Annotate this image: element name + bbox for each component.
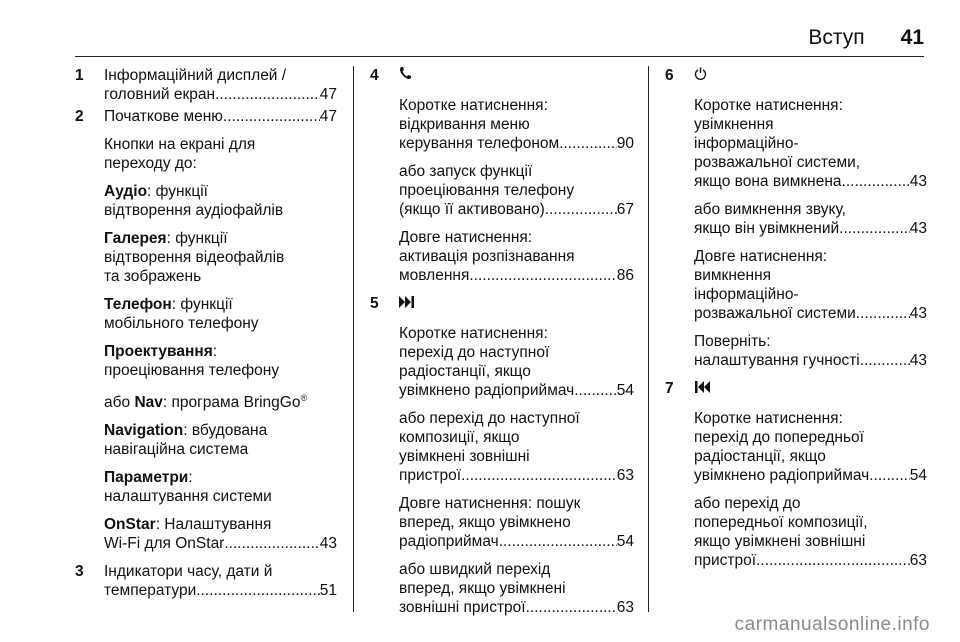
toc-line [399, 266, 634, 285]
page-ref[interactable]: 63 [616, 599, 634, 616]
page-ref[interactable]: 63 [909, 552, 927, 569]
paragraph [694, 200, 927, 238]
next-track-icon [399, 296, 415, 308]
column-2 [370, 66, 634, 617]
item-text: увімкнено радіоприймач [399, 382, 575, 399]
item-text: радіостанції, якщо [694, 448, 826, 465]
item-text: : функції [147, 183, 208, 200]
paragraph [399, 324, 634, 400]
list-item [75, 562, 337, 600]
paragraph [104, 135, 337, 173]
header-rule [75, 56, 924, 57]
paragraph [104, 182, 337, 220]
next-track-icon [399, 294, 634, 313]
leader-dots [839, 219, 910, 238]
item-text: проеціювання телефону [104, 362, 280, 379]
paragraph [104, 515, 337, 553]
toc-line [694, 551, 927, 570]
list-item [370, 66, 634, 294]
term-label: Проектування [104, 343, 213, 360]
page-ref[interactable]: 90 [616, 135, 634, 152]
item-text: якщо вона вимкнена [694, 173, 842, 190]
item-text: вперед, якщо увімкнено [399, 514, 571, 531]
column-divider [353, 66, 354, 612]
item-text: налаштування гучності [694, 352, 860, 369]
page-ref[interactable]: 54 [909, 467, 927, 484]
previous-track-icon [694, 379, 927, 398]
paragraph [104, 468, 337, 506]
page-ref[interactable]: 43 [319, 535, 337, 553]
item-text: вперед, якщо увімкнені [399, 580, 566, 597]
item-text: Довге натиснення: пошук [399, 495, 581, 512]
item-text: Wi-Fi для OnStar [104, 535, 225, 553]
item-text: Поверніть: [694, 333, 771, 350]
item-text: інформаційно- [694, 135, 799, 152]
leader-dots [461, 466, 617, 485]
page-number: 41 [900, 26, 924, 49]
paragraph [399, 409, 634, 485]
toc-line [104, 85, 337, 104]
item-text: перехід до попередньої [694, 429, 864, 446]
leader-dots [469, 266, 616, 285]
paragraph [104, 342, 337, 380]
item-text: або перехід до наступної [399, 410, 580, 427]
column-divider [648, 66, 649, 612]
item-text: або [104, 394, 135, 412]
list-item [75, 107, 337, 562]
item-text: розважальної системи [694, 305, 856, 322]
item-text: : [212, 343, 218, 360]
item-number: 4 [370, 67, 379, 84]
item-text: та зображень [104, 268, 202, 285]
item-text: Коротке натиснення: [694, 410, 843, 427]
toc-line [104, 107, 337, 126]
item-number: 7 [665, 380, 674, 397]
item-text: навігаційна система [104, 441, 249, 459]
paragraph [399, 162, 634, 219]
paragraph [104, 421, 337, 459]
leader-dots [499, 532, 617, 551]
item-text: увімкнено радіоприймач [694, 467, 870, 484]
item-text: увімкнені зовнішні [399, 448, 530, 465]
page-ref[interactable]: 67 [616, 201, 634, 218]
item-number: 5 [370, 295, 379, 312]
item-text: керування телефоном [399, 135, 560, 152]
item-text: розважальної системи, [694, 154, 861, 171]
item-text: інформаційно- [694, 286, 799, 303]
paragraph [694, 409, 927, 485]
power-icon [694, 67, 707, 80]
item-text: відтворення аудіофайлів [104, 202, 284, 219]
item-text: попередньої композиції, [694, 514, 868, 531]
item-text: Інформаційний дисплей / [104, 67, 287, 84]
term-label: Параметри [104, 469, 189, 487]
watermark: carmanualsonline.info [734, 614, 930, 635]
paragraph [399, 96, 634, 153]
section-title: Вступ [808, 26, 865, 49]
item-text: головний екран [104, 86, 216, 103]
leader-dots [856, 304, 910, 323]
toc-line [694, 351, 927, 370]
leader-dots [860, 351, 910, 370]
phone-icon [399, 66, 411, 80]
page-ref[interactable]: 43 [909, 352, 927, 369]
page-ref[interactable]: 63 [616, 467, 634, 484]
toc-line [399, 598, 634, 617]
toc-line [399, 381, 634, 400]
term-label: Аудіо [104, 183, 148, 200]
item-text: Коротке натиснення: [399, 97, 548, 114]
registered-mark: ® [300, 393, 308, 403]
phone-icon [399, 66, 634, 85]
item-text: пристрої [399, 467, 462, 484]
list-item [665, 66, 927, 379]
item-text: активація розпізнавання [399, 248, 575, 265]
toc-line [399, 134, 634, 153]
leader-dots [223, 107, 320, 126]
toc-line [104, 534, 337, 553]
paragraph [399, 560, 634, 617]
item-text: пристрої [694, 552, 757, 569]
item-text: : Налаштування [155, 516, 272, 534]
item-text: налаштування системи [104, 488, 272, 506]
item-text: або запуск функції [399, 163, 533, 180]
item-text: : програма BringGo [162, 394, 301, 412]
page-ref[interactable]: 43 [909, 305, 927, 322]
item-text: якщо він увімкнений [694, 220, 840, 237]
item-number: 6 [665, 67, 674, 84]
leader-dots [574, 381, 617, 400]
page-ref[interactable]: 51 [319, 582, 337, 600]
item-text: увімкнення [694, 116, 774, 133]
item-number: 1 [75, 67, 84, 84]
paragraph [694, 96, 927, 191]
page-ref[interactable]: 47 [319, 86, 337, 103]
item-text: відтворення відеофайлів [104, 249, 285, 266]
item-text: мобільного телефону [104, 315, 259, 332]
item-text: композиції, якщо [399, 429, 520, 446]
leader-dots [196, 581, 320, 600]
item-text: Початкове меню [104, 108, 223, 125]
power-icon [694, 66, 927, 85]
item-text: перехід до наступної [399, 344, 550, 361]
item-number: 2 [75, 108, 84, 125]
item-text: або вимкнення звуку, [694, 201, 846, 218]
item-text: переходу до: [104, 155, 197, 172]
paragraph [399, 494, 634, 551]
item-text: : функції [171, 296, 233, 313]
leader-dots [545, 200, 617, 219]
item-text: Довге натиснення: [399, 229, 533, 246]
item-text: проеціювання телефону [399, 182, 575, 199]
item-text: температури [104, 582, 197, 600]
previous-track-icon [694, 381, 710, 393]
page-header [808, 26, 924, 54]
list-item [370, 294, 634, 617]
item-text: якщо увімкнені зовнішні [694, 533, 866, 550]
toc-line [694, 172, 927, 191]
leader-dots [842, 172, 910, 191]
paragraph [694, 332, 927, 370]
term-label: Navigation [104, 422, 184, 440]
item-number: 3 [75, 563, 84, 581]
paragraph [694, 247, 927, 323]
leader-dots [224, 534, 319, 553]
item-text: Кнопки на екрані для [104, 136, 256, 153]
leader-dots [526, 598, 617, 617]
term-label: Телефон [104, 296, 172, 313]
term-label: OnStar [104, 516, 156, 534]
toc-line [399, 466, 634, 485]
item-text: або швидкий перехід [399, 561, 551, 578]
toc-line [694, 304, 927, 323]
toc-line [399, 532, 634, 551]
item-text: : функції [166, 230, 228, 247]
toc-line [694, 466, 927, 485]
item-text: Довге натиснення: [694, 248, 828, 265]
item-text: зовнішні пристрої [399, 599, 526, 616]
item-text: радіоприймач [399, 533, 499, 550]
item-text: або перехід до [694, 495, 801, 512]
page-ref[interactable]: 86 [616, 267, 634, 284]
item-text: відкривання меню [399, 116, 530, 133]
item-text: : вбудована [183, 422, 268, 440]
column-3 [665, 66, 927, 570]
paragraph [104, 389, 337, 412]
column-1 [75, 66, 337, 600]
term-label: Галерея [104, 230, 167, 247]
page-ref[interactable]: 54 [616, 533, 634, 550]
page-ref[interactable]: 47 [319, 108, 337, 125]
item-text: : [188, 469, 193, 487]
item-text: (якщо її активовано) [399, 201, 545, 218]
leader-dots [559, 134, 617, 153]
leader-dots [756, 551, 910, 570]
toc-line [694, 219, 927, 238]
item-text: радіостанції, якщо [399, 363, 531, 380]
item-text: Коротке натиснення: [694, 97, 843, 114]
list-item [665, 379, 927, 570]
leader-dots [869, 466, 910, 485]
paragraph [399, 228, 634, 285]
item-text: Коротке натиснення: [399, 325, 548, 342]
page-ref[interactable]: 54 [616, 382, 634, 399]
list-item [75, 66, 337, 107]
paragraph [694, 494, 927, 570]
paragraph [104, 295, 337, 333]
term-label: Nav [134, 394, 163, 412]
leader-dots [215, 85, 320, 104]
toc-line [104, 581, 337, 600]
page-ref[interactable]: 43 [909, 220, 927, 237]
item-text: мовлення [399, 267, 470, 284]
paragraph [104, 229, 337, 286]
item-text: Індикатори часу, дати й [104, 563, 273, 581]
item-text: вимкнення [694, 267, 772, 284]
toc-line [399, 200, 634, 219]
page-ref[interactable]: 43 [909, 173, 927, 190]
